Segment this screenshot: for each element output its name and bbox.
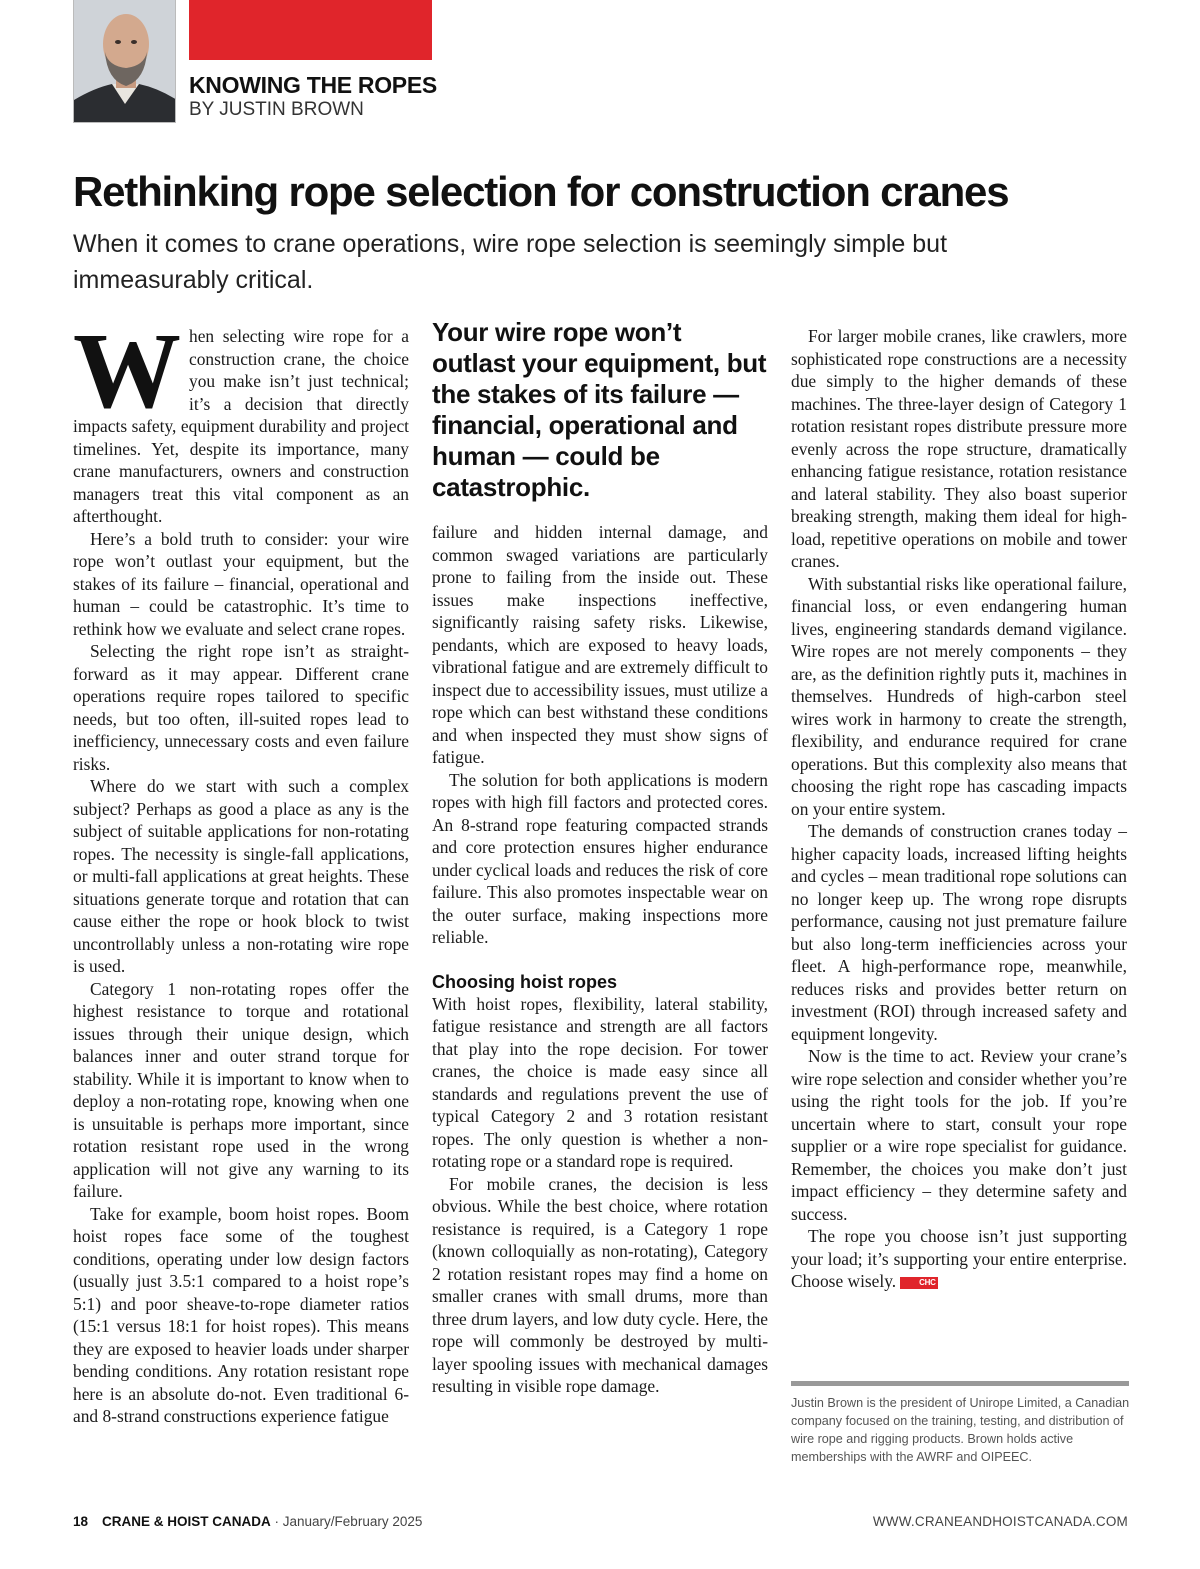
column-name: KNOWING THE ROPES [189,72,437,98]
article-column-3 [791,325,1127,1293]
body-paragraph: For larger mobile cranes, like crawlers, more sophisticated rope constructions are a necessity due simply to the higher demands of these machines. The three-layer design of Category 1 rotation resistant ropes distribute pressure more evenly across the rope structure, dramatically enhancing fatigue resistance, rotation resistance and lateral stability. They also boast superior breaking strength, making them ideal for high-load, repetitive operations on mobile and tower cranes. [791,326,1127,571]
website-url[interactable]: WWW.CRANEANDHOISTCANADA.COM [872,1514,1128,1529]
body-paragraph: For mobile cranes, the decision is less obvious. While the best choice, where rotation resistance is required, is a Category 1 rope (known colloquially as non-rotating), Category 2 rotation resistant ropes may find a home on smaller cranes with small drums, more than three drum layers, and low duty cycle. Here, the rope will commonly be destroyed by multi-layer spooling issues with mechanical damages resulting in visible rope damage. [432,1173,768,1396]
body-paragraph: Take for example, boom hoist ropes. Boom hoist ropes face some of the toughest conditions, operating under low design factors (usually just 3.5:1 compared to a hoist rope’s 5:1) and poor sheave-to-rope diameter ratios (15:1 versus 18:1 for hoist ropes). This means they are exposed to heavier loads under sharper bending conditions. Any rotation resistant rope here is an absolute do-not. Even traditional 6- and 8-strand constructions experience fatigue [73,1203,409,1426]
headline: Rethinking rope selection for construction cranes [73,168,1009,215]
pull-quote: Your wire rope won’t outlast your equipment, but the stakes of its failure — financial, operational and human — could be catastrophic. [432,317,767,502]
end-mark-icon: CHC [900,1277,937,1289]
body-paragraph: The rope you choose isn’t just supporting your load; it’s supporting your entire enterprise. Choose wisely. CHC [791,1226,1127,1291]
body-paragraph: Category 1 non-rotating ropes offer the highest resistance to torque and rotational issues through their unique design, which balances inner and outer strand torque for stability. While it is important to know when to deploy a non-rotating rope, knowing when one is unsuitable is perhaps more important, since rotation resistant rope used in the wrong application will not give any warning to its failure. [73,978,409,1201]
page-number: 18 [73,1514,89,1529]
body-paragraph: failure and hidden internal damage, and common swaged variations are particularly prone to failing from the inside out. These issues make inspections ineffective, significantly raising safety risks. Likewise, pendants, which are exposed to heavy loads, vibrational fatigue and are extremely difficult to inspect due to accessibility issues, must utilize a rope which can best withstand these conditions and when inspected they must show signs of fatigue. [432,522,768,767]
byline: BY JUSTIN BROWN [189,99,364,120]
body-paragraph: Now is the time to act. Review your crane’s wire rope selection and consider whether you’re using the right tools for the job. If you’re uncertain where to start, consult your rope supplier or a wire rope specialist for guidance. Remember, the choices you make don’t just impact efficiency – they determine safety and success. [791,1046,1127,1224]
subheading: Choosing hoist ropes [432,971,618,992]
body-paragraph: Here’s a bold truth to consider: your wire rope won’t outlast your equipment, but the stakes of its failure – financial, operational and human – could be catastrophic. It’s time to rethink how we evaluate and select crane ropes. [73,528,409,639]
author-headshot [73,0,176,123]
body-paragraph: The solution for both applications is modern ropes with high fill factors and protected cores. An 8-strand rope featuring compacted strands and core protection ensures higher endurance under cyclical loads and reduces the risk of core failure. This also promotes inspectable wear on the outer surface, making inspections more reliable. [432,769,768,947]
author-bio: Justin Brown is the president of Unirope Limited, a Canadian company focused on the training, testing, and distribution of wire rope and rigging products. Brown holds active memberships with the AWRF and OIPEEC. [791,1396,1130,1464]
body-paragraph: With hoist ropes, flexibility, lateral stability, fatigue resistance and strength are all factors that play into the rope decision. For tower cranes, the choice is made easy since all standards and regulations prevent the use of typical Category 2 and 3 rotation resistant ropes. The only question is whether a non-rotating rope or a standard rope is required. [432,993,768,1171]
article-column-1 [73,312,409,1428]
drop-cap: W [73,312,181,431]
body-paragraph: The demands of construction cranes today – higher capacity loads, increased lifting heights and cycles – mean traditional rope solutions can no longer keep up. The wrong rope disrupts performance, causing not just premature failure but also long-term inefficiencies across your fleet. A high-performance rope, meanwhile, reduces risks and provides better return on investment (ROI) through increased safety and equipment longevity. [791,821,1127,1044]
bio-divider [791,1381,1129,1386]
magazine-name: CRANE & HOIST CANADA [102,1514,271,1529]
issue-date: · January/February 2025 [270,1514,423,1529]
body-paragraph: When selecting wire rope for a construction crane, the choice you make isn’t just technical; it’s a decision that directly impacts safety, equipment durability and project timelines. Yet, despite its importance, many crane manufacturers, owners and construction managers treat this vital component as an afterthought. [73,312,409,526]
body-paragraph: Where do we start with such a complex subject? Perhaps as good a place as any is the subject of suitable applications for non-rotating ropes. The necessity is single-fall applications, or multi-fall applications at great heights. These situations generate torque and rotation that can cause either the rope or hook block to twist uncontrollably unless a non-rotating wire rope is used. [73,776,409,976]
page-footer [73,1514,1128,1532]
body-paragraph: Selecting the right rope isn’t as straight-forward as it may appear. Different crane operations require ropes tailored to specific needs, but too often, ill-suited ropes lead to inefficiency, unnecessary costs and even failure risks. [73,641,409,774]
body-paragraph: With substantial risks like operational failure, financial loss, or even endangering human lives, engineering standards demand vigilance. Wire ropes are not merely components – they are, as the definition rightly puts it, machines in themselves. Hundreds of high-carbon steel wires work in harmony to create the strength, flexibility, and endurance required for crane operations. But this complexity also means that choosing the right rope has cascading impacts on your entire system. [791,573,1127,819]
deck: When it comes to crane operations, wire rope selection is seemingly simple but immeasurably critical. [73,230,948,294]
article-column-2 [432,317,768,1398]
column-accent-bar [189,0,432,60]
